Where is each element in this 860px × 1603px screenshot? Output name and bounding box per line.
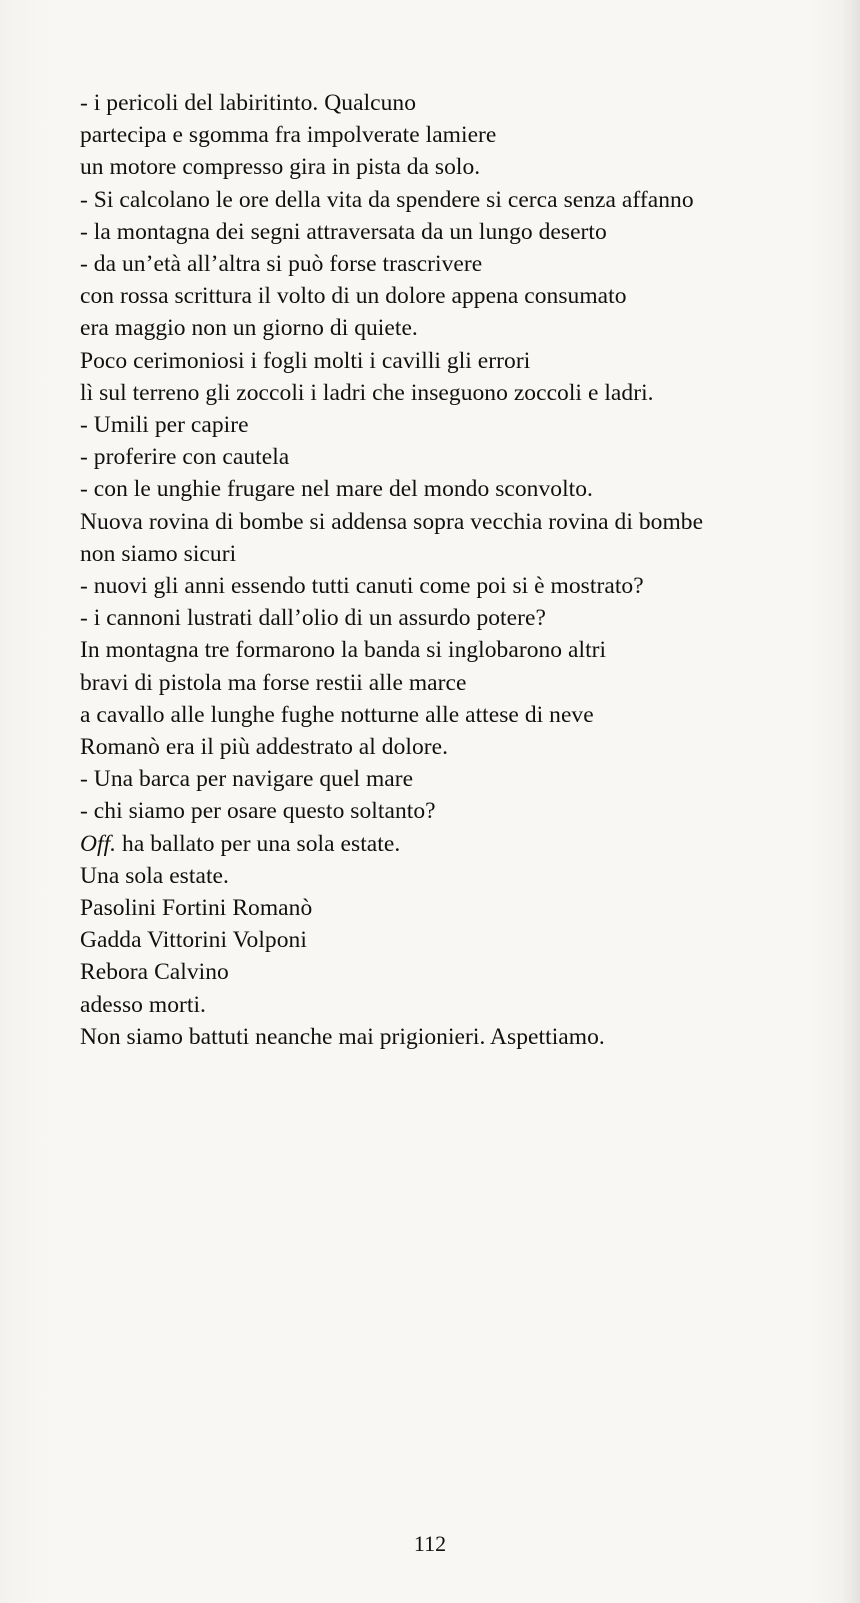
poem-line: - la montagna dei segni attraversata da un lungo deserto	[80, 218, 607, 245]
poem-line: bravi di pistola ma forse restii alle marce	[80, 669, 467, 696]
poem-line: Poco cerimoniosi i fogli molti i cavilli gli errori	[80, 347, 531, 374]
poem-line: adesso morti.	[80, 991, 206, 1018]
poem-line: - i cannoni lustrati dall’olio di un assurdo potere?	[80, 605, 546, 632]
poem-line: - Una barca per navigare quel mare	[80, 766, 414, 793]
poem-line: - proferire con cautela	[80, 444, 290, 471]
poem-line: - chi siamo per osare questo soltanto?	[80, 798, 436, 825]
poem-line: Gadda Vittorini Volponi	[80, 927, 307, 954]
poem-line: Non siamo battuti neanche mai prigionieri. Aspettiamo.	[80, 1023, 605, 1050]
poem-line-off	[80, 828, 820, 860]
poem-line: - da un’età all’altra si può forse trascrivere	[80, 251, 483, 278]
poem-line: con rossa scrittura il volto di un dolore appena consumato	[80, 283, 627, 310]
poem-line: Una sola estate.	[80, 862, 229, 889]
poem-line: Pasolini Fortini Romanò	[80, 895, 313, 922]
poem-line: Romanò era il più addestrato al dolore.	[80, 734, 449, 761]
poem-line: - i pericoli del labiritinto. Qualcuno	[80, 90, 417, 116]
poem-line: In montagna tre formarono la banda si inglobarono altri	[80, 637, 607, 664]
poem-line: a cavallo alle lunghe fughe notturne alle attese di neve	[80, 701, 594, 728]
binding-shadow	[842, 0, 860, 1603]
poem-line: partecipa e sgomma fra impolverate lamiere	[80, 122, 497, 149]
poem-line: lì sul terreno gli zoccoli i ladri che inseguono zoccoli e ladri.	[80, 379, 654, 406]
poem-text	[80, 87, 820, 1053]
poem-line: Nuova rovina di bombe si addensa sopra vecchia rovina di bombe	[80, 508, 704, 535]
poem-line: - nuovi gli anni essendo tutti canuti come poi si è mostrato?	[80, 573, 644, 600]
poem-line: - con le unghie frugare nel mare del mondo sconvolto.	[80, 476, 593, 503]
poem-line: - Si calcolano le ore della vita da spendere si cerca senza affanno	[80, 186, 694, 213]
off-italic: Off.	[80, 830, 117, 857]
page-number: 112	[413, 1531, 447, 1556]
off-rest: ha ballato per una sola estate.	[116, 830, 401, 857]
poem-line: era maggio non un giorno di quiete.	[80, 315, 418, 342]
poem-line: Rebora Calvino	[80, 959, 229, 986]
poem-line: un motore compresso gira in pista da solo.	[80, 154, 481, 181]
poem-line: non siamo sicuri	[80, 540, 237, 567]
poem-line: - Umili per capire	[80, 412, 249, 439]
